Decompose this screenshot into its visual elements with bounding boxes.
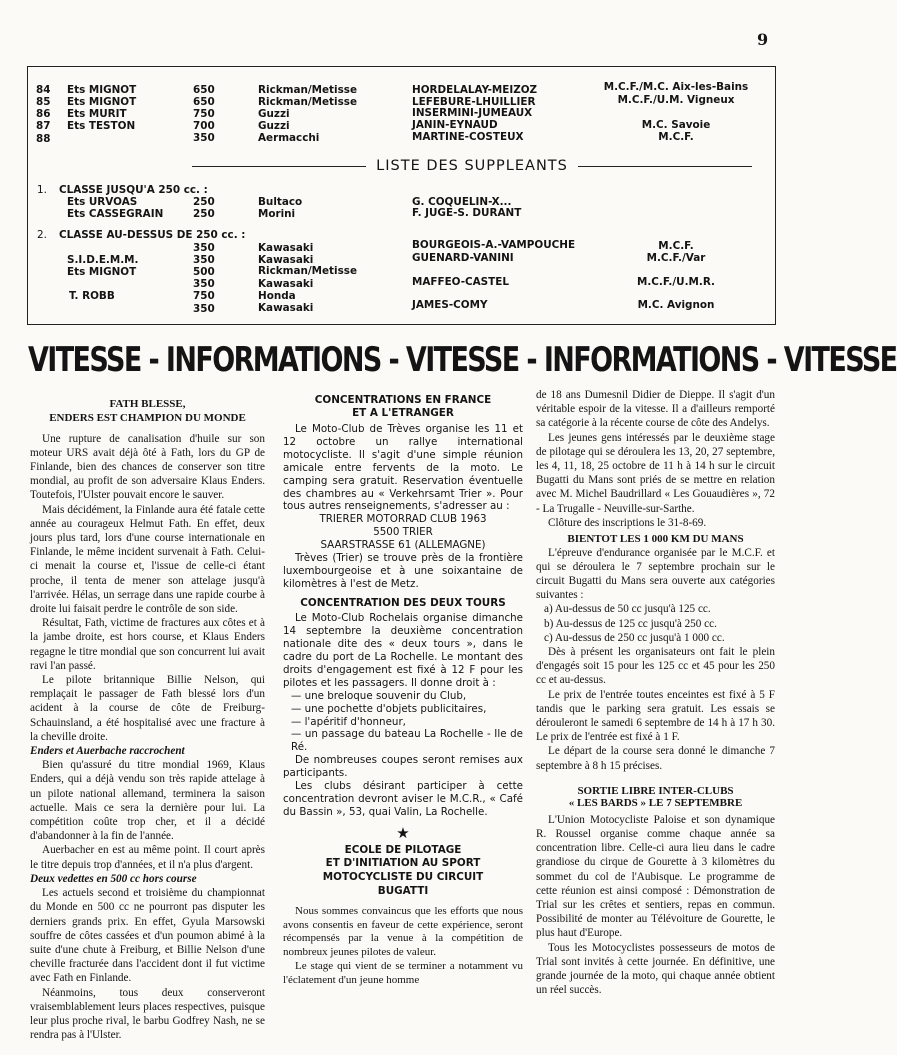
paragraph: Tous les Motocyclistes possesseurs de motos de Trial sont invités à cette journée. En définitive, une grande journée de la moto, qui chaque année obtient un réel succès.	[536, 941, 775, 997]
headline: ET A L'ETRANGER	[352, 406, 454, 419]
entrant: S.I.D.E.M.M.	[67, 254, 139, 266]
machine: Bultaco	[258, 196, 303, 208]
headline: ET D'INITIATION AU SPORT	[325, 857, 481, 870]
paragraph: Une rupture de canalisation d'huile sur son moteur URS avait déjà ôté à Fath, lors du GP de Finlande, bien des chances de conserver son titre mondial, au profit de son adversaire Klaus Enders. Toutefois, l'Ulster pouvait encore le sauver.	[30, 432, 265, 502]
club: M.C.F.	[658, 240, 694, 252]
entrant: Ets URVOAS	[67, 196, 138, 208]
displacement: 750	[193, 290, 215, 302]
subheading: Deux vedettes en 500 cc hors course	[30, 872, 197, 885]
paragraph: Auerbacher en est au même point. Il court après le titre depuis trop d'années, et il n'a plus d'argent.	[30, 844, 265, 871]
riders: JAMES-COMY	[412, 299, 488, 311]
machine: Kawasaki	[258, 242, 314, 254]
list-item: b) Au-dessus de 125 cc jusqu'à 250 cc.	[544, 617, 717, 630]
paragraph: Bien qu'assuré du titre mondial 1969, Klaus Enders, qui a déjà vendu son très rapide attelage à un pilote national allemand, terminera la saison actuelle. Mais ce sera la dernière pour lui. La compétition coûte trop cher, et il a décidé d'abandonner à la fin de l'année.	[30, 759, 265, 843]
entry-number: 87	[36, 120, 51, 132]
address-line: SAARSTRASSE 61 (ALLEMAGNE)	[320, 539, 486, 552]
club: M.C.F./U.M. Vigneux	[617, 94, 735, 106]
column-middle	[283, 394, 523, 988]
club: M.C.F./Var	[646, 252, 706, 264]
paragraph: L'Union Motocycliste Paloise et son dynamique R. Roussel organise comme chaque année sa concentration libre. Celle-ci aura lieu dans le cadre grandiose du cirque de Gourette à 3 kilomètres du sommet du col de l'Aubisque. Le programme de cette réunion est ainsi composé : Démonstration de Trial sur les crêtes et sentiers, repas en commun. Possibilité de monter au Télévoiture de Gourette, le plus haut d'Europe.	[536, 813, 775, 940]
paragraph: de 18 ans Dumesnil Didier de Dieppe. Il s'agit d'un véritable espoir de la vitesse. Il a d'ailleurs remporté sa catégorie à la récente course de côte des Andelys.	[536, 389, 775, 430]
headline: ECOLE DE PILOTAGE	[344, 843, 462, 856]
entrant: Ets CASSEGRAIN	[67, 208, 164, 220]
machine: Morini	[258, 208, 296, 220]
riders: F. JUGE-S. DURANT	[412, 207, 522, 219]
rule-right	[578, 166, 752, 167]
machine: Kawasaki	[258, 302, 314, 314]
displacement: 650	[193, 84, 215, 96]
entrant: Ets MIGNOT	[67, 266, 137, 278]
displacement: 350	[193, 132, 215, 144]
star-separator: ★	[396, 823, 410, 842]
machine: Kawasaki	[258, 254, 314, 266]
subheading: Enders et Auerbache raccrochent	[30, 745, 185, 758]
entry-number: 85	[36, 96, 51, 108]
spacer	[536, 773, 775, 785]
list-item: — l'apéritif d'honneur,	[291, 715, 406, 728]
list-item: — une breloque souvenir du Club,	[291, 689, 467, 702]
paragraph: Le Moto-Club Rochelais organise dimanche 14 septembre la deuxième concentration nationale dite des « deux tours », dans le cadre du port de La Rochelle. Le montant des droits d'engagement est fixé à 12 F pour les pilotes et les passagers. Il donne droit à :	[283, 612, 523, 689]
club: M.C. Avignon	[637, 299, 715, 311]
paragraph: Le départ de la course sera donné le dimanche 7 septembre à 8 h 15 précises.	[536, 745, 775, 772]
paragraph: Trèves (Trier) se trouve près de la frontière luxembourgeoise et à une soixantaine de kilomètres à l'est de Metz.	[283, 552, 523, 590]
paragraph: Les clubs désirant participer à cette concentration devront aviser le M.C.R., « Café du Bassin », 53, quai Valin, La Rochelle.	[283, 780, 523, 818]
riders: BOURGEOIS-A.-VAMPOUCHE	[412, 239, 576, 251]
entrant: T. ROBB	[69, 290, 115, 302]
riders: MAFFEO-CASTEL	[412, 276, 509, 288]
displacement: 350	[193, 254, 215, 266]
displacement: 250	[193, 208, 215, 220]
paragraph: Le prix de l'entrée toutes enceintes est fixé à 5 F tandis que le parking sera gratuit. Les essais se dérouleront le samedi 6 septembre de 14 h à 17 h 30. Le prix de l'entrée est fixé à 1 F.	[536, 688, 775, 744]
paragraph: De nombreuses coupes seront remises aux participants.	[283, 754, 523, 780]
machine: Aermacchi	[258, 132, 320, 144]
headline: FATH BLESSE,	[109, 398, 186, 410]
machine: Rickman/Metisse	[258, 96, 357, 108]
riders: MARTINE-COSTEUX	[412, 131, 524, 143]
class-number: 1.	[37, 184, 47, 196]
paragraph: Clôture des inscriptions le 31-8-69.	[548, 516, 707, 529]
displacement: 350	[193, 303, 215, 315]
list-item: a) Au-dessus de 50 cc jusqu'à 125 cc.	[544, 603, 711, 616]
paragraph: Les jeunes gens intéressés par le deuxième stage de pilotage qui se déroulera les 13, 20, 27 septembre, les 4, 11, 18, 25 octobre de 11 h à 14 h sur le circuit Bugatti du Mans sont priés de se mettre en relation avec M. Michel Baudrillard « Les Gouaudières », 72 - La Trugalle - Neuville-sur-Sarthe.	[536, 431, 775, 515]
entrant: Ets TESTON	[67, 120, 136, 132]
displacement: 700	[193, 120, 215, 132]
headline: MOTOCYCLISTE DU CIRCUIT	[322, 871, 484, 884]
entry-number: 86	[36, 108, 51, 120]
headline: BUGATTI	[377, 885, 429, 898]
suppleants-title: LISTE DES SUPPLEANTS	[376, 158, 568, 174]
entry-list-table	[27, 66, 776, 325]
paragraph: Nous sommes convaincus que les efforts que nous avons consentis en faveur de cette expérience, seront récompensés par la venue à la compétition de nombreux jeunes pilotes de valeur.	[283, 904, 523, 959]
headline: BIENTOT LES 1 000 KM DU MANS	[567, 533, 744, 546]
column-right	[536, 388, 775, 997]
list-item: — un passage du bateau La Rochelle - Ile de Ré.	[291, 728, 523, 754]
displacement: 750	[193, 108, 215, 120]
paragraph: Dès à présent les organisateurs ont fait le plein d'engagés soit 15 pour les 125 cc et 45 pour les 250 cc et au-dessus.	[536, 645, 775, 687]
entry-number: 84	[36, 84, 51, 96]
headline: CONCENTRATIONS EN FRANCE	[314, 394, 492, 406]
paragraph: L'épreuve d'endurance organisée par le M.C.F. et qui se déroulera le 7 septembre prochain sur le circuit Bugatti du Mans sera ouverte aux catégories suivantes :	[536, 546, 775, 602]
riders: GUENARD-VANINI	[412, 252, 514, 264]
machine: Kawasaki	[258, 278, 314, 290]
machine: Guzzi	[258, 120, 290, 132]
class-title: CLASSE AU-DESSUS DE 250 cc. :	[59, 229, 246, 241]
club: M.C.F./U.M.R.	[637, 276, 715, 288]
club: M.C.F./M.C. Aix-les-Bains	[603, 81, 749, 93]
list-item: c) Au-dessus de 250 cc jusqu'à 1 000 cc.	[544, 631, 725, 644]
section-banner: VITESSE - INFORMATIONS - VITESSE - INFORMATIONS - VITESSE	[28, 341, 897, 380]
machine: Honda	[258, 290, 296, 302]
machine: Rickman/Metisse	[258, 265, 357, 277]
machine: Guzzi	[258, 108, 290, 120]
headline: ENDERS EST CHAMPION DU MONDE	[49, 411, 246, 424]
paragraph: Le stage qui vient de se terminer a notamment vu l'éclatement d'un jeune homme	[283, 960, 523, 986]
suppleants-heading	[192, 156, 752, 176]
entrant: Ets MIGNOT	[67, 84, 137, 96]
column-left	[30, 398, 265, 1042]
riders: HORDELALAY-MEIZOZ	[412, 84, 538, 96]
rule-left	[192, 166, 366, 167]
paragraph: Mais décidément, la Finlande aura été fatale cette année au courageux Helmut Fath. En effet, deux jours plus tard, lors d'une course internationale en Finlande, le même incident survenait à Fath. Celui-ci menait la course et, l'issue de celle-ci étant proche, il tenta de mener son attelage jusqu'à l'arrivée. Hélas, un serrage dans une rapide courbe à droite lui faisait perdre le contrôle de son side.	[30, 503, 265, 616]
class-title: CLASSE JUSQU'A 250 cc. :	[59, 184, 208, 196]
riders: LEFEBURE-LHUILLIER	[412, 96, 536, 108]
page-number: 9	[757, 30, 769, 49]
headline: CONCENTRATION DES DEUX TOURS	[300, 596, 506, 609]
headline: SORTIE LIBRE INTER-CLUBS	[577, 784, 734, 797]
paragraph: Néanmoins, tous deux conserveront vraisemblablement leurs places respectives, puisque leur plus proche rival, le barbu Godfrey Nash, ne se rendra pas à l'Ulster.	[30, 986, 265, 1042]
paragraph: Résultat, Fath, victime de fractures aux côtes et à la jambe droite, est hors course, et Klaus Enders regagne le titre mondial que son concurrent lui avait ravi l'an passé.	[30, 617, 265, 672]
club: M.C. Savoie	[641, 119, 711, 131]
entry-number: 88	[36, 133, 51, 145]
displacement: 500	[193, 266, 215, 278]
club: M.C.F.	[658, 131, 694, 143]
entrant: Ets MIGNOT	[67, 96, 137, 108]
riders: INSERMINI-JUMEAUX	[412, 107, 533, 119]
displacement: 650	[193, 96, 215, 108]
paragraph: Les actuels second et troisième du championnat du Monde en 500 cc ne pourront pas disputer les derniers grands prix. En effet, Gyula Marsowski souffre de côtes cassées et d'un poumon abimé à la suite d'une chute à Freiburg, et Billie Nelson d'une cheville fracturée dans l'accident dont il fut victime avec Fath en Finlande.	[30, 887, 265, 985]
riders: G. COQUELIN-X...	[412, 196, 512, 208]
riders: JANIN-EYNAUD	[412, 119, 498, 131]
machine: Rickman/Metisse	[258, 84, 357, 96]
headline: « LES BARDS » LE 7 SEPTEMBRE	[568, 797, 743, 810]
address-line: 5500 TRIER	[373, 526, 433, 539]
address-line: TRIERER MOTORRAD CLUB 1963	[319, 513, 487, 526]
displacement: 350	[193, 278, 215, 290]
list-item: — une pochette d'objets publicitaires,	[291, 702, 487, 715]
displacement: 350	[193, 242, 215, 254]
displacement: 250	[193, 196, 215, 208]
paragraph: Le Moto-Club de Trèves organise les 11 et 12 octobre un rallye international motocycliste. Il s'agit d'une simple réunion amicale entre fervents de la moto. Le camping sera gratuit. Reservation éventuelle des chambres au « Verkehrsamt Trier ». Pour tous autres renseignements, s'adresser au :	[283, 423, 523, 513]
class-number: 2.	[37, 229, 47, 241]
paragraph: Le pilote britannique Billie Nelson, qui remplaçait le passager de Fath blessé lors d'un acident à la course de côte de Freiburg-Schauinsland, a été hospitalisé avec une fracture à la cheville droite.	[30, 674, 265, 743]
entrant: Ets MURIT	[67, 108, 127, 120]
